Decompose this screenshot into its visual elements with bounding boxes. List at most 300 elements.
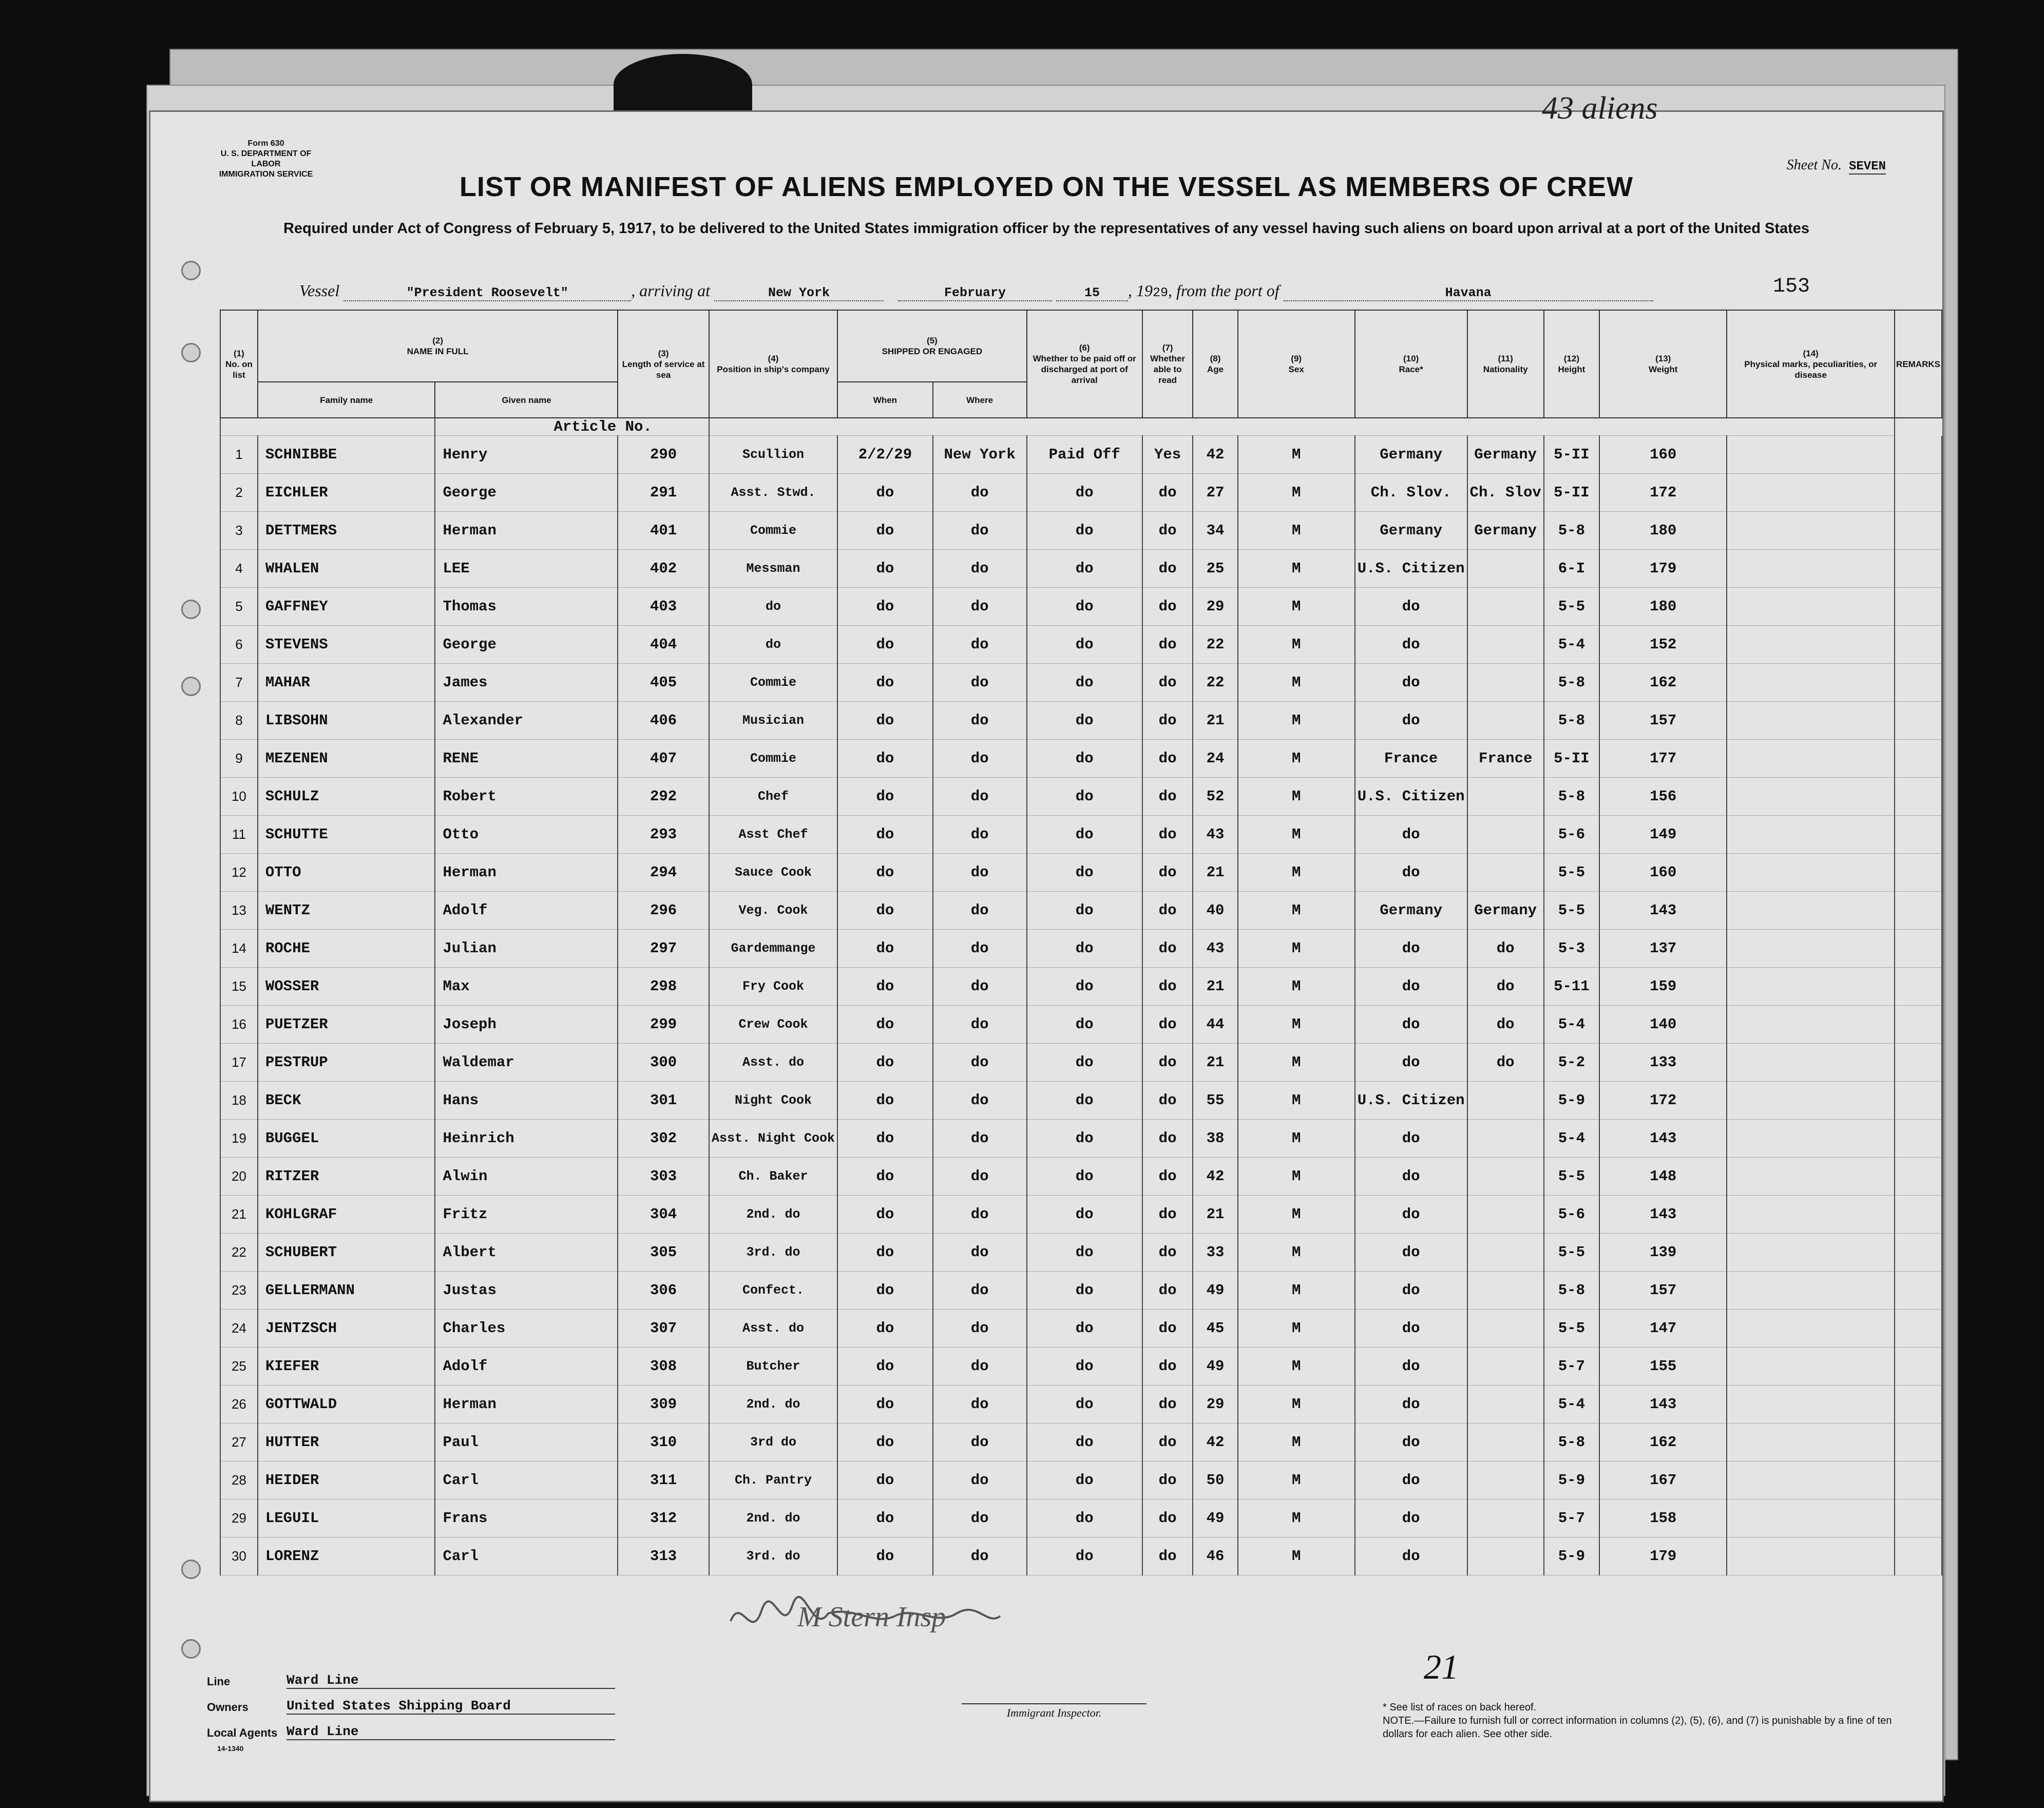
col-no-header: (1) No. on list	[220, 310, 258, 418]
shipped-when-cell: do	[837, 930, 933, 968]
race-cell: do	[1355, 1424, 1467, 1461]
race-cell: do	[1355, 854, 1467, 892]
remarks-cell	[1895, 1272, 1942, 1310]
year-suffix: 29	[1152, 285, 1168, 300]
nationality-cell	[1467, 1348, 1544, 1386]
remarks-cell	[1895, 816, 1942, 854]
given-name-cell: George	[435, 474, 618, 512]
weight-cell: 160	[1599, 854, 1727, 892]
family-name-cell: LORENZ	[258, 1537, 435, 1575]
weight-cell: 162	[1599, 1424, 1727, 1461]
physical-marks-cell	[1727, 1234, 1895, 1272]
row-number-cell: 9	[220, 740, 258, 778]
position-cell: Veg. Cook	[709, 892, 837, 930]
vessel-label: Vessel	[299, 281, 340, 300]
weight-cell: 148	[1599, 1158, 1727, 1196]
age-cell: 22	[1193, 664, 1237, 702]
service-length-cell: 290	[618, 436, 709, 474]
table-row	[220, 1424, 1942, 1461]
able-to-read-cell: do	[1142, 1386, 1193, 1424]
paid-off-cell: do	[1027, 1006, 1142, 1044]
remarks-cell	[1895, 854, 1942, 892]
page-number: 153	[1773, 275, 1810, 298]
height-cell: 5-9	[1544, 1461, 1599, 1499]
row-number-cell: 13	[220, 892, 258, 930]
shipped-when-cell: do	[837, 854, 933, 892]
given-name-cell: Adolf	[435, 892, 618, 930]
row-number-cell: 15	[220, 968, 258, 1006]
col-service-header: (3) Length of service at sea	[618, 310, 709, 418]
race-cell: U.S. Citizen	[1355, 778, 1467, 816]
service-length-cell: 293	[618, 816, 709, 854]
row-number-cell: 24	[220, 1310, 258, 1348]
remarks-cell	[1895, 512, 1942, 550]
height-cell: 5-II	[1544, 436, 1599, 474]
table-row	[220, 1234, 1942, 1272]
race-cell: do	[1355, 1461, 1467, 1499]
shipped-when-cell: do	[837, 1386, 933, 1424]
nationality-cell	[1467, 816, 1544, 854]
service-length-cell: 404	[618, 626, 709, 664]
physical-marks-cell	[1727, 1310, 1895, 1348]
shipped-where-cell: do	[933, 778, 1027, 816]
shipped-when-cell: do	[837, 1424, 933, 1461]
nationality-cell: France	[1467, 740, 1544, 778]
age-cell: 29	[1193, 588, 1237, 626]
table-row	[220, 1348, 1942, 1386]
agents-value: Ward Line	[286, 1724, 615, 1740]
race-cell: do	[1355, 1348, 1467, 1386]
family-name-cell: WOSSER	[258, 968, 435, 1006]
service-length-cell: 406	[618, 702, 709, 740]
remarks-cell	[1895, 1120, 1942, 1158]
race-cell: do	[1355, 1120, 1467, 1158]
shipped-when-cell: do	[837, 550, 933, 588]
physical-marks-cell	[1727, 1158, 1895, 1196]
race-cell: do	[1355, 1158, 1467, 1196]
position-cell: Musician	[709, 702, 837, 740]
age-cell: 44	[1193, 1006, 1237, 1044]
age-cell: 42	[1193, 1424, 1237, 1461]
physical-marks-cell	[1727, 550, 1895, 588]
given-name-cell: Robert	[435, 778, 618, 816]
age-cell: 29	[1193, 1386, 1237, 1424]
family-name-cell: MEZENEN	[258, 740, 435, 778]
table-row	[220, 474, 1942, 512]
from-label: , from the port of	[1168, 281, 1279, 300]
table-row	[220, 626, 1942, 664]
family-name-cell: JENTZSCH	[258, 1310, 435, 1348]
height-cell: 5-6	[1544, 1196, 1599, 1234]
physical-marks-cell	[1727, 1537, 1895, 1575]
remarks-cell	[1895, 1234, 1942, 1272]
weight-cell: 179	[1599, 1537, 1727, 1575]
service-length-cell: 305	[618, 1234, 709, 1272]
height-cell: 5-8	[1544, 512, 1599, 550]
service-length-cell: 292	[618, 778, 709, 816]
given-name-cell: Herman	[435, 512, 618, 550]
able-to-read-cell: do	[1142, 892, 1193, 930]
shipped-when-cell: do	[837, 1537, 933, 1575]
paid-off-cell: do	[1027, 626, 1142, 664]
table-row	[220, 664, 1942, 702]
age-cell: 55	[1193, 1082, 1237, 1120]
age-cell: 21	[1193, 854, 1237, 892]
position-cell: 3rd. do	[709, 1234, 837, 1272]
paid-off-cell: do	[1027, 740, 1142, 778]
table-row	[220, 816, 1942, 854]
age-cell: 50	[1193, 1461, 1237, 1499]
family-name-cell: DETTMERS	[258, 512, 435, 550]
sex-cell: M	[1238, 1537, 1355, 1575]
able-to-read-cell: do	[1142, 1158, 1193, 1196]
sex-cell: M	[1238, 512, 1355, 550]
shipped-where-cell: do	[933, 1348, 1027, 1386]
paid-off-cell: do	[1027, 588, 1142, 626]
shipped-when-cell: do	[837, 664, 933, 702]
remarks-cell	[1895, 1082, 1942, 1120]
shipped-where-cell: do	[933, 664, 1027, 702]
nationality-cell: Ch. Slov	[1467, 474, 1544, 512]
given-name-cell: Paul	[435, 1424, 618, 1461]
shipped-where-cell: do	[933, 1461, 1027, 1499]
row-number-cell: 22	[220, 1234, 258, 1272]
given-name-cell: Otto	[435, 816, 618, 854]
paid-off-cell: do	[1027, 1310, 1142, 1348]
service-length-cell: 313	[618, 1537, 709, 1575]
sex-cell: M	[1238, 436, 1355, 474]
remarks-cell	[1895, 1158, 1942, 1196]
row-number-cell: 16	[220, 1006, 258, 1044]
given-name-cell: Joseph	[435, 1006, 618, 1044]
age-cell: 49	[1193, 1348, 1237, 1386]
shipped-where-cell: do	[933, 930, 1027, 968]
sex-cell: M	[1238, 1424, 1355, 1461]
sex-cell: M	[1238, 740, 1355, 778]
physical-marks-cell	[1727, 1499, 1895, 1537]
service-length-cell: 298	[618, 968, 709, 1006]
weight-cell: 172	[1599, 1082, 1727, 1120]
arrival-month: February	[898, 285, 1052, 301]
shipped-where-cell: do	[933, 512, 1027, 550]
able-to-read-cell: do	[1142, 626, 1193, 664]
vessel-name: "President Roosevelt"	[343, 285, 631, 301]
col-where-header: Where	[933, 382, 1027, 418]
given-name-cell: Herman	[435, 854, 618, 892]
able-to-read-cell: do	[1142, 1499, 1193, 1537]
position-cell: Confect.	[709, 1272, 837, 1310]
given-name-cell: Justas	[435, 1272, 618, 1310]
position-cell: Commie	[709, 740, 837, 778]
col-remarks-header: REMARKS	[1895, 310, 1942, 418]
col-given-name-header: Given name	[435, 382, 618, 418]
given-name-cell: Albert	[435, 1234, 618, 1272]
weight-cell: 147	[1599, 1310, 1727, 1348]
nationality-cell	[1467, 778, 1544, 816]
shipped-when-cell: do	[837, 702, 933, 740]
sex-cell: M	[1238, 1310, 1355, 1348]
service-length-cell: 294	[618, 854, 709, 892]
family-name-cell: LIBSOHN	[258, 702, 435, 740]
weight-cell: 143	[1599, 1120, 1727, 1158]
owners-value: United States Shipping Board	[286, 1698, 615, 1715]
race-note: * See list of races on back hereof.	[1383, 1702, 1537, 1713]
remarks-cell	[1895, 436, 1942, 474]
col-when-header: When	[837, 382, 933, 418]
family-name-cell: HUTTER	[258, 1424, 435, 1461]
row-number-cell: 21	[220, 1196, 258, 1234]
family-name-cell: BUGGEL	[258, 1120, 435, 1158]
sex-cell: M	[1238, 1120, 1355, 1158]
race-cell: Germany	[1355, 892, 1467, 930]
shipped-when-cell: do	[837, 1196, 933, 1234]
family-name-cell: OTTO	[258, 854, 435, 892]
sex-cell: M	[1238, 1348, 1355, 1386]
row-number-cell: 28	[220, 1461, 258, 1499]
race-cell: do	[1355, 626, 1467, 664]
col-family-name-header: Family name	[258, 382, 435, 418]
able-to-read-cell: do	[1142, 778, 1193, 816]
row-number-cell: 1	[220, 436, 258, 474]
shipped-where-cell: do	[933, 1082, 1027, 1120]
sex-cell: M	[1238, 626, 1355, 664]
shipped-where-cell: do	[933, 1234, 1027, 1272]
shipped-where-cell: do	[933, 1272, 1027, 1310]
paid-off-cell: do	[1027, 1499, 1142, 1537]
sex-cell: M	[1238, 1158, 1355, 1196]
position-cell: Asst. Night Cook	[709, 1120, 837, 1158]
col-weight-header: (13) Weight	[1599, 310, 1727, 418]
age-cell: 49	[1193, 1272, 1237, 1310]
shipped-when-cell: do	[837, 1158, 933, 1196]
table-row	[220, 778, 1942, 816]
table-row	[220, 588, 1942, 626]
table-row	[220, 1006, 1942, 1044]
binder-hole	[181, 1560, 201, 1579]
paid-off-cell: do	[1027, 930, 1142, 968]
paid-off-cell: Paid Off	[1027, 436, 1142, 474]
sheet-no-value: SEVEN	[1848, 160, 1886, 174]
position-cell: Commie	[709, 664, 837, 702]
position-cell: Night Cook	[709, 1082, 837, 1120]
position-cell: Asst. Stwd.	[709, 474, 837, 512]
position-cell: Asst. do	[709, 1310, 837, 1348]
service-length-cell: 403	[618, 588, 709, 626]
form-number: Form 630	[247, 139, 284, 148]
table-row	[220, 1310, 1942, 1348]
given-name-cell: Max	[435, 968, 618, 1006]
race-cell: do	[1355, 1196, 1467, 1234]
nationality-cell	[1467, 626, 1544, 664]
line-value: Ward Line	[286, 1672, 615, 1689]
sex-cell: M	[1238, 702, 1355, 740]
paid-off-cell: do	[1027, 1348, 1142, 1386]
shipped-where-cell: do	[933, 702, 1027, 740]
nationality-cell	[1467, 1386, 1544, 1424]
remarks-cell	[1895, 664, 1942, 702]
family-name-cell: EICHLER	[258, 474, 435, 512]
row-number-cell: 17	[220, 1044, 258, 1082]
handwritten-count: 21	[1424, 1647, 1459, 1686]
shipped-when-cell: do	[837, 740, 933, 778]
required-statement: Required under Act of Congress of February 5, 1917, to be delivered to the United States immigration officer by the representatives of any vessel having such aliens on board upon arrival at a port of the United States	[283, 220, 1810, 237]
height-cell: 5-4	[1544, 1386, 1599, 1424]
service-length-cell: 405	[618, 664, 709, 702]
arriving-port: New York	[714, 285, 884, 301]
physical-marks-cell	[1727, 702, 1895, 740]
able-to-read-cell: Yes	[1142, 436, 1193, 474]
binder-hole	[181, 677, 201, 696]
shipped-when-cell: do	[837, 1348, 933, 1386]
physical-marks-cell	[1727, 588, 1895, 626]
row-number-cell: 3	[220, 512, 258, 550]
service-length-cell: 301	[618, 1082, 709, 1120]
service-length-cell: 299	[618, 1006, 709, 1044]
age-cell: 42	[1193, 1158, 1237, 1196]
row-number-cell: 20	[220, 1158, 258, 1196]
position-cell: 3rd. do	[709, 1537, 837, 1575]
physical-marks-cell	[1727, 626, 1895, 664]
family-name-cell: PUETZER	[258, 1006, 435, 1044]
nationality-cell: Germany	[1467, 436, 1544, 474]
position-cell: Messman	[709, 550, 837, 588]
family-name-cell: GELLERMANN	[258, 1272, 435, 1310]
race-cell: do	[1355, 930, 1467, 968]
given-name-cell: Waldemar	[435, 1044, 618, 1082]
given-name-cell: George	[435, 626, 618, 664]
crew-rows	[220, 436, 1942, 1575]
nationality-cell: do	[1467, 1006, 1544, 1044]
nationality-cell	[1467, 1234, 1544, 1272]
given-name-cell: Julian	[435, 930, 618, 968]
weight-cell: 137	[1599, 930, 1727, 968]
family-name-cell: WENTZ	[258, 892, 435, 930]
service-length-cell: 291	[618, 474, 709, 512]
col-name-header: (2) NAME IN FULL	[258, 310, 618, 382]
family-name-cell: LEGUIL	[258, 1499, 435, 1537]
col-age-header: (8) Age	[1193, 310, 1237, 418]
table-row	[220, 854, 1942, 892]
nationality-cell	[1467, 702, 1544, 740]
height-cell: 5-4	[1544, 1006, 1599, 1044]
from-port: Havana	[1284, 285, 1653, 301]
height-cell: 5-6	[1544, 816, 1599, 854]
row-number-cell: 18	[220, 1082, 258, 1120]
row-number-cell: 29	[220, 1499, 258, 1537]
age-cell: 21	[1193, 1196, 1237, 1234]
sex-cell: M	[1238, 1196, 1355, 1234]
col-read-header: (7) Whether able to read	[1142, 310, 1193, 418]
paid-off-cell: do	[1027, 778, 1142, 816]
nationality-cell: do	[1467, 968, 1544, 1006]
row-number-cell: 2	[220, 474, 258, 512]
shipped-where-cell: do	[933, 854, 1027, 892]
race-cell: U.S. Citizen	[1355, 550, 1467, 588]
remarks-cell	[1895, 1424, 1942, 1461]
paid-off-cell: do	[1027, 1537, 1142, 1575]
row-number-cell: 5	[220, 588, 258, 626]
race-cell: do	[1355, 1006, 1467, 1044]
height-cell: 5-9	[1544, 1082, 1599, 1120]
nationality-cell	[1467, 1272, 1544, 1310]
position-cell: do	[709, 626, 837, 664]
able-to-read-cell: do	[1142, 1044, 1193, 1082]
col-sex-header: (9) Sex	[1238, 310, 1355, 418]
family-name-cell: KOHLGRAF	[258, 1196, 435, 1234]
page-title: LIST OR MANIFEST OF ALIENS EMPLOYED ON THE VESSEL AS MEMBERS OF CREW	[459, 171, 1634, 202]
height-cell: 5-2	[1544, 1044, 1599, 1082]
given-name-cell: Heinrich	[435, 1120, 618, 1158]
able-to-read-cell: do	[1142, 588, 1193, 626]
service-length-cell: 306	[618, 1272, 709, 1310]
weight-cell: 143	[1599, 892, 1727, 930]
age-cell: 34	[1193, 512, 1237, 550]
sex-cell: M	[1238, 1006, 1355, 1044]
given-name-cell: James	[435, 664, 618, 702]
height-cell: 5-8	[1544, 664, 1599, 702]
shipped-when-cell: do	[837, 1044, 933, 1082]
shipped-when-cell: do	[837, 512, 933, 550]
height-cell: 5-5	[1544, 892, 1599, 930]
physical-marks-cell	[1727, 778, 1895, 816]
weight-cell: 160	[1599, 436, 1727, 474]
weight-cell: 155	[1599, 1348, 1727, 1386]
paid-off-cell: do	[1027, 1044, 1142, 1082]
row-number-cell: 19	[220, 1120, 258, 1158]
shipped-where-cell: do	[933, 588, 1027, 626]
race-cell: do	[1355, 1386, 1467, 1424]
col-shipped-header: (5) SHIPPED OR ENGAGED	[837, 310, 1026, 382]
shipped-where-cell: do	[933, 626, 1027, 664]
race-cell: U.S. Citizen	[1355, 1082, 1467, 1120]
remarks-cell	[1895, 1006, 1942, 1044]
service-length-cell: 309	[618, 1386, 709, 1424]
table-row	[220, 740, 1942, 778]
table-row	[220, 968, 1942, 1006]
sex-cell: M	[1238, 1272, 1355, 1310]
shipped-where-cell: do	[933, 1196, 1027, 1234]
sex-cell: M	[1238, 474, 1355, 512]
table-row	[220, 1044, 1942, 1082]
paid-off-cell: do	[1027, 702, 1142, 740]
age-cell: 43	[1193, 930, 1237, 968]
weight-cell: 133	[1599, 1044, 1727, 1082]
paid-off-cell: do	[1027, 550, 1142, 588]
paid-off-cell: do	[1027, 892, 1142, 930]
paid-off-cell: do	[1027, 1272, 1142, 1310]
shipped-when-cell: do	[837, 474, 933, 512]
height-cell: 5-3	[1544, 930, 1599, 968]
service: IMMIGRATION SERVICE	[219, 170, 313, 179]
fine-note: NOTE.—Failure to furnish full or correct information in columns (2), (5), (6), and (7) is punishable by a fine of ten dollars for each alien. See other side.	[1383, 1715, 1892, 1740]
service-length-cell: 297	[618, 930, 709, 968]
print-code: 14-1340	[217, 1744, 244, 1753]
physical-marks-cell	[1727, 1196, 1895, 1234]
height-cell: 5-5	[1544, 854, 1599, 892]
weight-cell: 167	[1599, 1461, 1727, 1499]
weight-cell: 180	[1599, 512, 1727, 550]
agents-label: Local Agents	[207, 1726, 278, 1739]
given-name-cell: RENE	[435, 740, 618, 778]
physical-marks-cell	[1727, 512, 1895, 550]
shipped-when-cell: do	[837, 816, 933, 854]
row-number-cell: 11	[220, 816, 258, 854]
remarks-cell	[1895, 626, 1942, 664]
able-to-read-cell: do	[1142, 1461, 1193, 1499]
nationality-cell: do	[1467, 930, 1544, 968]
nationality-cell: Germany	[1467, 512, 1544, 550]
shipped-where-cell: do	[933, 550, 1027, 588]
